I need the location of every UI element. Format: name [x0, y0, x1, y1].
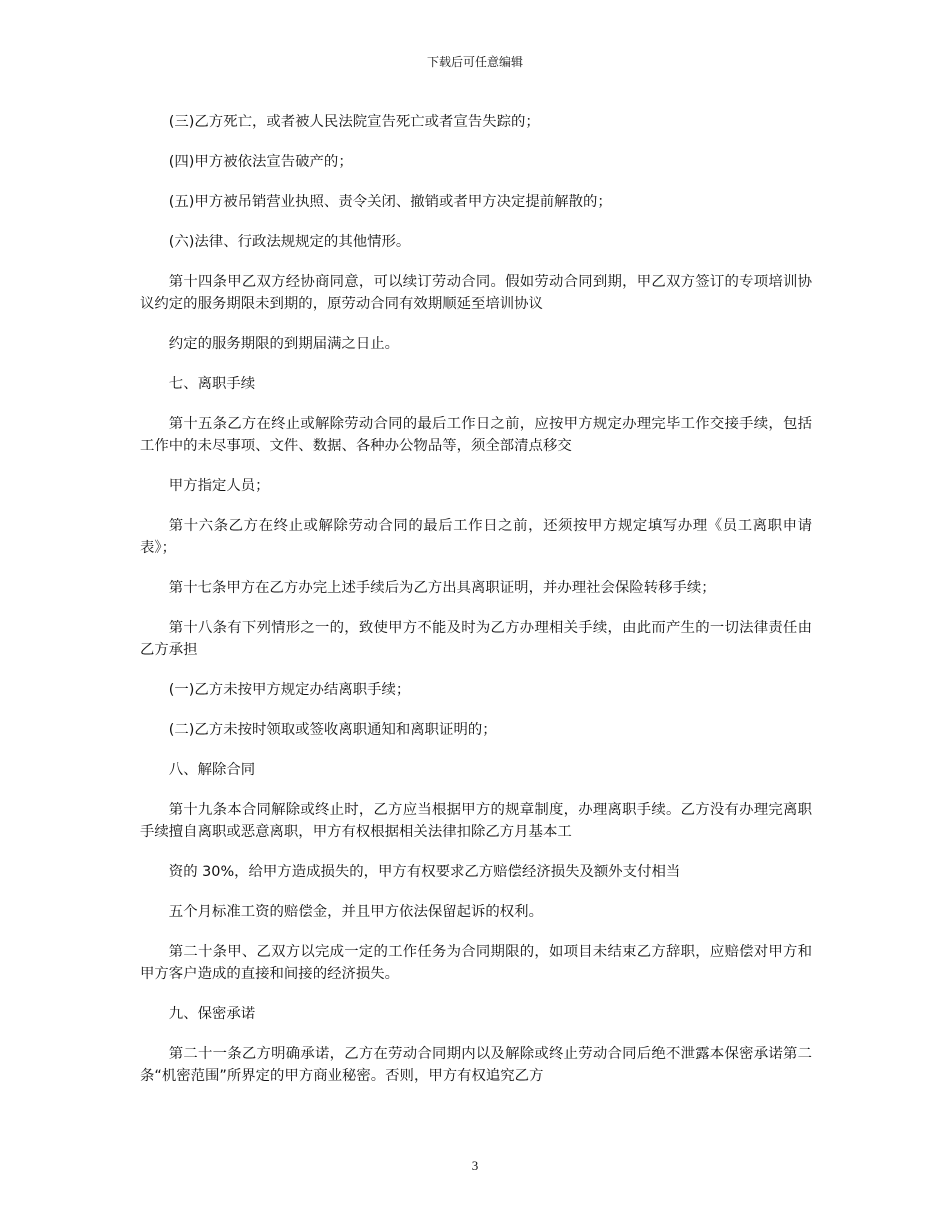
clause-paragraph: 五个月标准工资的赔偿金，并且甲方依法保留起诉的权利。: [168, 904, 543, 920]
document-body: [140, 111, 812, 1105]
clause-paragraph: (一)乙方未按甲方规定办结离职手续；: [168, 682, 411, 698]
clause-paragraph: 第十四条甲乙双方经协商同意，可以续订劳动合同。假如劳动合同到期，甲乙双方签订的专项培训协议约定的服务期限未到期的，原劳动合同有效期顺延至培训协议: [140, 274, 812, 312]
clause-paragraph: (六)法律、行政法规规定的其他情形。: [168, 234, 411, 250]
clause-paragraph: 第十九条本合同解除或终止时，乙方应当根据甲方的规章制度，办理离职手续。乙方没有办理完离职手续擅自离职或恶意离职，甲方有权根据相关法律扣除乙方月基本工: [140, 802, 812, 840]
clause-paragraph: 第十五条乙方在终止或解除劳动合同的最后工作日之前，应按甲方规定办理完毕工作交接手续，包括工作中的未尽事项、文件、数据、各种办公物品等，须全部清点移交: [140, 416, 812, 454]
clause-paragraph: 第二十一条乙方明确承诺，乙方在劳动合同期内以及解除或终止劳动合同后绝不泄露本保密承诺第二条“机密范围”所界定的甲方商业秘密。否则，甲方有权追究乙方: [140, 1046, 812, 1084]
clause-paragraph: 约定的服务期限的到期届满之日止。: [168, 336, 400, 352]
page-number: 3: [471, 1158, 479, 1173]
clause-paragraph: 资的 30%，给甲方造成损失的，甲方有权要求乙方赔偿经济损失及额外支付相当: [168, 864, 681, 880]
clause-paragraph: 第十八条有下列情形之一的，致使甲方不能及时为乙方办理相关手续，由此而产生的一切法律责任由乙方承担: [140, 620, 812, 658]
clause-paragraph: 第二十条甲、乙双方以完成一定的工作任务为合同期限的，如项目未结束乙方辞职，应赔偿对甲方和甲方客户造成的直接和间接的经济损失。: [140, 944, 812, 982]
section-heading: 八、解除合同: [168, 762, 256, 778]
clause-paragraph: (五)甲方被吊销营业执照、责令关闭、撤销或者甲方决定提前解散的；: [168, 194, 612, 210]
page-header: 下载后可任意编辑: [426, 55, 523, 69]
clause-paragraph: 第十六条乙方在终止或解除劳动合同的最后工作日之前，还须按甲方规定填写办理《员工离职申请表》；: [140, 518, 812, 556]
clause-paragraph: (四)甲方被依法宣告破产的；: [168, 154, 353, 170]
clause-paragraph: 第十七条甲方在乙方办完上述手续后为乙方出具离职证明，并办理社会保险转移手续；: [168, 580, 716, 596]
clause-paragraph: (三)乙方死亡，或者被人民法院宣告死亡或者宣告失踪的；: [168, 114, 540, 130]
section-heading: 九、保密承诺: [168, 1006, 256, 1022]
clause-paragraph: 甲方指定人员；: [168, 478, 270, 494]
clause-paragraph: (二)乙方未按时领取或签收离职通知和离职证明的；: [168, 722, 497, 738]
section-heading: 七、离职手续: [168, 376, 256, 392]
